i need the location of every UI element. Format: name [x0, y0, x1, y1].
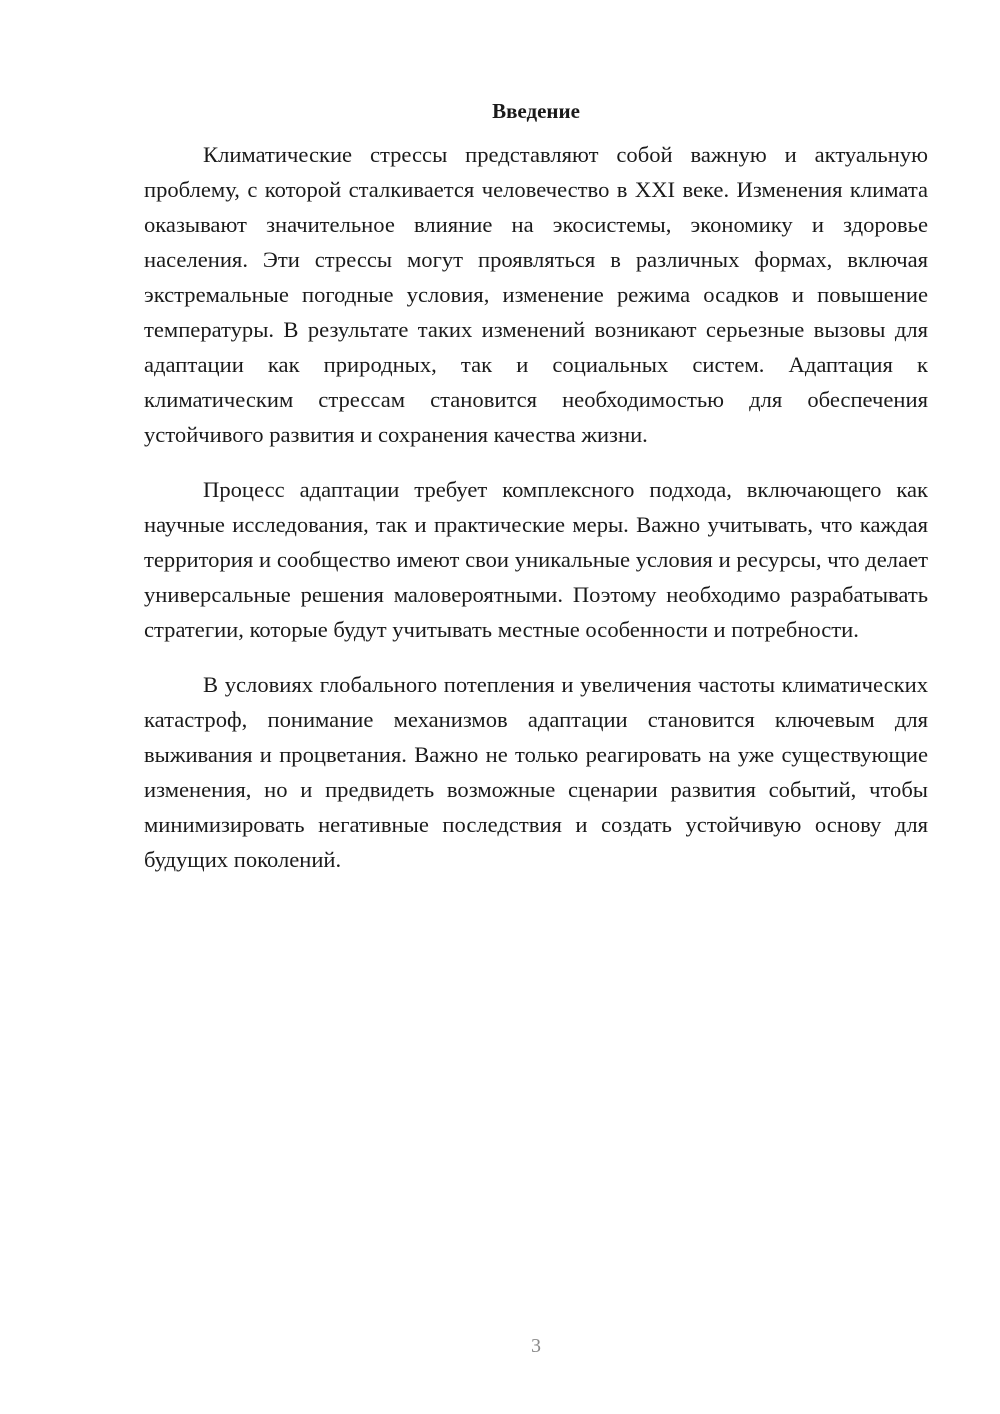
section-title: Введение — [492, 99, 580, 123]
paragraph-1: Климатические стрессы представляют собой важную и актуальную проблему, с которой сталкивается человечество в XXI веке. Изменения климата оказывают значительное влияние на экосистемы, экономику и здоровье населения. Эти стрессы могут проявляться в различных формах, включая экстремальные погодные условия, изменение режима осадков и повышение температуры. В результате таких изменений возникают серьезные вызовы для адаптации как природных, так и социальных систем. Адаптация к климатическим стрессам становится необходимостью для обеспечения устойчивого развития и сохранения качества жизни. — [144, 142, 928, 447]
paragraph-3: В условиях глобального потепления и увеличения частоты климатических катастроф, понимание механизмов адаптации становится ключевым для выживания и процветания. Важно не только реагировать на уже существующие изменения, но и предвидеть возможные сценарии развития событий, чтобы минимизировать негативные последствия и создать устойчивую основу для будущих поколений. — [144, 672, 928, 872]
paragraph-2: Процесс адаптации требует комплексного подхода, включающего как научные исследования, так и практические меры. Важно учитывать, что каждая территория и сообщество имеют свои уникальные условия и ресурсы, что делает универсальные решения маловероятными. Поэтому необходимо разрабатывать стратегии, которые будут учитывать местные особенности и потребности. — [144, 477, 928, 642]
page-content — [144, 96, 928, 897]
page-number: 3 — [531, 1335, 541, 1357]
